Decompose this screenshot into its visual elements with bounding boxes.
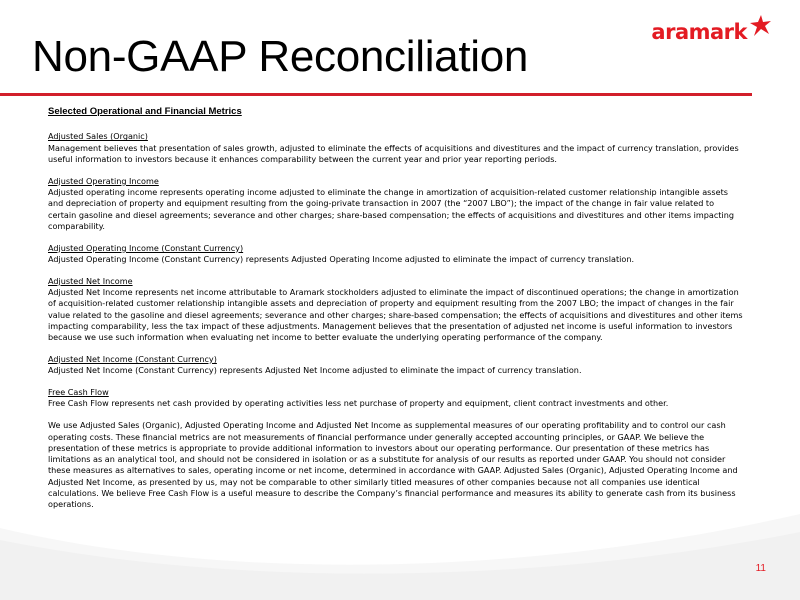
aramark-logo — [651, 14, 772, 43]
page-number: 11 — [755, 563, 766, 574]
metric-title: Adjusted Net Income — [48, 275, 133, 286]
page-title: Non-GAAP Reconciliation — [32, 32, 529, 81]
metric-description: Free Cash Flow represents net cash provided by operating activities less net purchase of property and equipment, client contract investments and other. — [48, 398, 669, 409]
title-divider — [0, 93, 752, 96]
metric-description: Adjusted Net Income (Constant Currency) represents Adjusted Net Income adjusted to eliminate the impact of currency translation. — [48, 365, 582, 376]
metric-block-adjusted-net-income — [48, 276, 744, 344]
metric-description: Management believes that presentation of sales growth, adjusted to eliminate the effects of acquisitions and divestitures and the impact of currency translation, provides useful information to investors because it enhances comparability between the current year and prior year reporting periods. — [48, 142, 739, 164]
section-heading: Selected Operational and Financial Metrics — [48, 106, 242, 117]
metric-description: Adjusted operating income represents operating income adjusted to eliminate the change in amortization of acquisition-related customer relationship intangible assets and depreciation of property and equipment resulting from the going-private transaction in 2007 (the “2007 LBO”); the impact of the change in fair value related to certain gasoline and diesel agreements; severance and other charges; share-based compensation; the effects of acquisitions and divestitures and other items impacting comparability. — [48, 186, 734, 231]
metric-description: Adjusted Operating Income (Constant Currency) represents Adjusted Operating Income adjusted to eliminate the impact of currency translation. — [48, 253, 635, 264]
star-icon — [748, 14, 772, 40]
metric-title: Adjusted Operating Income — [48, 175, 159, 186]
metrics-content — [48, 106, 744, 511]
metric-title: Adjusted Net Income (Constant Currency) — [48, 354, 217, 365]
metric-block-adjusted-net-income-constant-currency — [48, 354, 744, 377]
logo-wordmark: aramark — [651, 20, 747, 44]
metric-title: Adjusted Sales (Organic) — [48, 131, 148, 142]
metric-description: Adjusted Net Income represents net income attributable to Aramark stockholders adjusted to eliminate the impact of discontinued operations; the change in amortization of acquisition-related customer relationship intangible assets and depreciation of property and equipment resulting from the 2007 LBO; the impact of changes in the fair value related to the gasoline and diesel agreements; severance and other charges; share-based compensation; the effects of acquisitions and divestitures and other items impacting comparability, less the tax impact of these adjustments. Management believes that the presentation of adjusted net income is useful information to investors because we use such information when evaluating net income to better evaluate the underlying operating performance of the company. — [48, 287, 743, 343]
metric-block-adjusted-operating-income — [48, 176, 744, 232]
metric-block-adjusted-operating-income-constant-currency — [48, 243, 744, 266]
metric-title: Free Cash Flow — [48, 387, 109, 398]
footer-wave-decoration — [0, 510, 800, 600]
metric-title: Adjusted Operating Income (Constant Currency) — [48, 242, 244, 253]
metric-block-adjusted-sales-organic — [48, 131, 744, 165]
closing-paragraph: We use Adjusted Sales (Organic), Adjusted Operating Income and Adjusted Net Income as supplemental measures of our operating profitability and to control our cash operating costs. These financial metrics are not measurements of financial performance under generally accepted accounting principles, or GAAP. We believe the presentation of these metrics is appropriate to provide additional information to investors about our operating performance. Our presentation of these metrics has limitations as an analytical tool, and should not be considered in isolation or as a substitute for analysis of our results as reported under GAAP. You should not consider these measures as alternatives to sales, operating income or net income, determined in accordance with GAAP. Adjusted Sales (Organic), Adjusted Operating Income and Adjusted Net Income, as presented by us, may not be comparable to other similarly titled measures of other companies because not all companies use identical calculations. We believe Free Cash Flow is a useful measure to describe the Company’s financial performance and measures its ability to generate cash from its business operations. — [48, 420, 738, 510]
metric-block-free-cash-flow — [48, 387, 744, 410]
